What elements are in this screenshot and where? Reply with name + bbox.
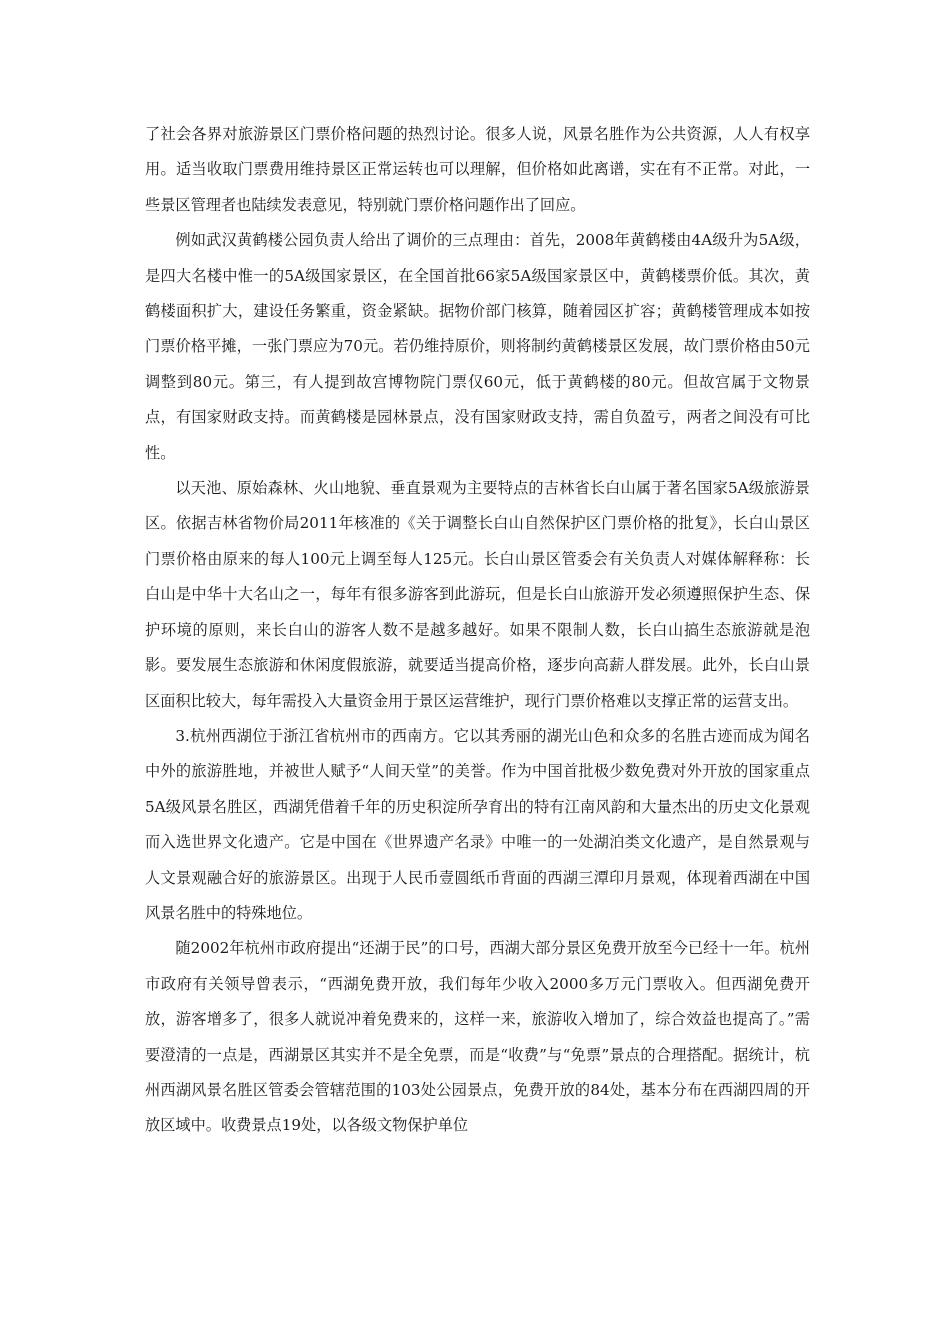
paragraph-changbai-mountain: 以天池、原始森林、火山地貌、垂直景观为主要特点的吉林省长白山属于著名国家5A级旅游景区。依据吉林省物价局2011年核准的《关于调整长白山自然保护区门票价格的批复》，长白山景区门票价格由原来的每人100元上调至每人125元。长白山景区管委会有关负责人对媒体解释称：长白山是中华十大名山之一，每年有很多游客到此游玩，但是长白山旅游开发必须遵照保护生态、保护环境的原则，来长白山的游客人数不是越多越好。如果不限制人数，长白山搞生态旅游就是泡影。要发展生态旅游和休闲度假旅游，就要适当提高价格，逐步向高薪人群发展。此外，长白山景区面积比较大，每年需投入大量资金用于景区运营维护，现行门票价格难以支撑正常的运营支出。 xyxy=(145,479,810,710)
document-page xyxy=(145,117,810,1144)
paragraph-ticket-price-debate: 了社会各界对旅游景区门票价格问题的热烈讨论。很多人说，风景名胜作为公共资源，人人有权享用。适当收取门票费用维持景区正常运转也可以理解，但价格如此离谱，实在有不正常。对此，一些景区管理者也陆续发表意见，特别就门票价格问题作出了回应。 xyxy=(145,125,810,214)
paragraph-west-lake-intro: 3.杭州西湖位于浙江省杭州市的西南方。它以其秀丽的湖光山色和众多的名胜古迹而成为闻名中外的旅游胜地，并被世人赋予“人间天堂”的美誉。作为中国首批极少数免费对外开放的国家重点5A级风景名胜区，西湖凭借着千年的历史积淀所孕育出的特有江南风韵和大量杰出的历史文化景观而入选世界文化遗产。它是中国在《世界遗产名录》中唯一的一处湖泊类文化遗产，是自然景观与人文景观融合好的旅游景区。出现于人民币壹圆纸币背面的西湖三潭印月景观，体现着西湖在中国风景名胜中的特殊地位。 xyxy=(145,726,810,922)
paragraph-yellow-crane-tower: 例如武汉黄鹤楼公园负责人给出了调价的三点理由：首先，2008年黄鹤楼由4A级升为5A级，是四大名楼中惟一的5A级国家景区，在全国首批66家5A级国家景区中，黄鹤楼票价低。其次，黄鹤楼面积扩大，建设任务繁重，资金紧缺。据物价部门核算，随着园区扩容；黄鹤楼管理成本如按门票价格平摊，一张门票应为70元。若仍维持原价，则将制约黄鹤楼景区发展，故门票价格由50元调整到80元。第三，有人提到故宫博物院门票仅60元，低于黄鹤楼的80元。但故宫属于文物景点，有国家财政支持。而黄鹤楼是园林景点，没有国家财政支持，需自负盈亏，两者之间没有可比性。 xyxy=(145,231,810,462)
paragraph-west-lake-free-admission: 随2002年杭州市政府提出“还湖于民”的口号，西湖大部分景区免费开放至今已经十一年。杭州市政府有关领导曾表示，“西湖免费开放，我们每年少收入2000多万元门票收入。但西湖免费开放，游客增多了，很多人就说冲着免费来的，这样一来，旅游收入增加了，综合效益也提高了。”需要澄清的一点是，西湖景区其实并不是全免票，而是“收费”与“免票”景点的合理搭配。据统计，杭州西湖风景名胜区管委会管辖范围的103处公园景点，免费开放的84处，基本分布在西湖四周的开放区域中。收费景点19处，以各级文物保护单位 xyxy=(145,939,810,1135)
